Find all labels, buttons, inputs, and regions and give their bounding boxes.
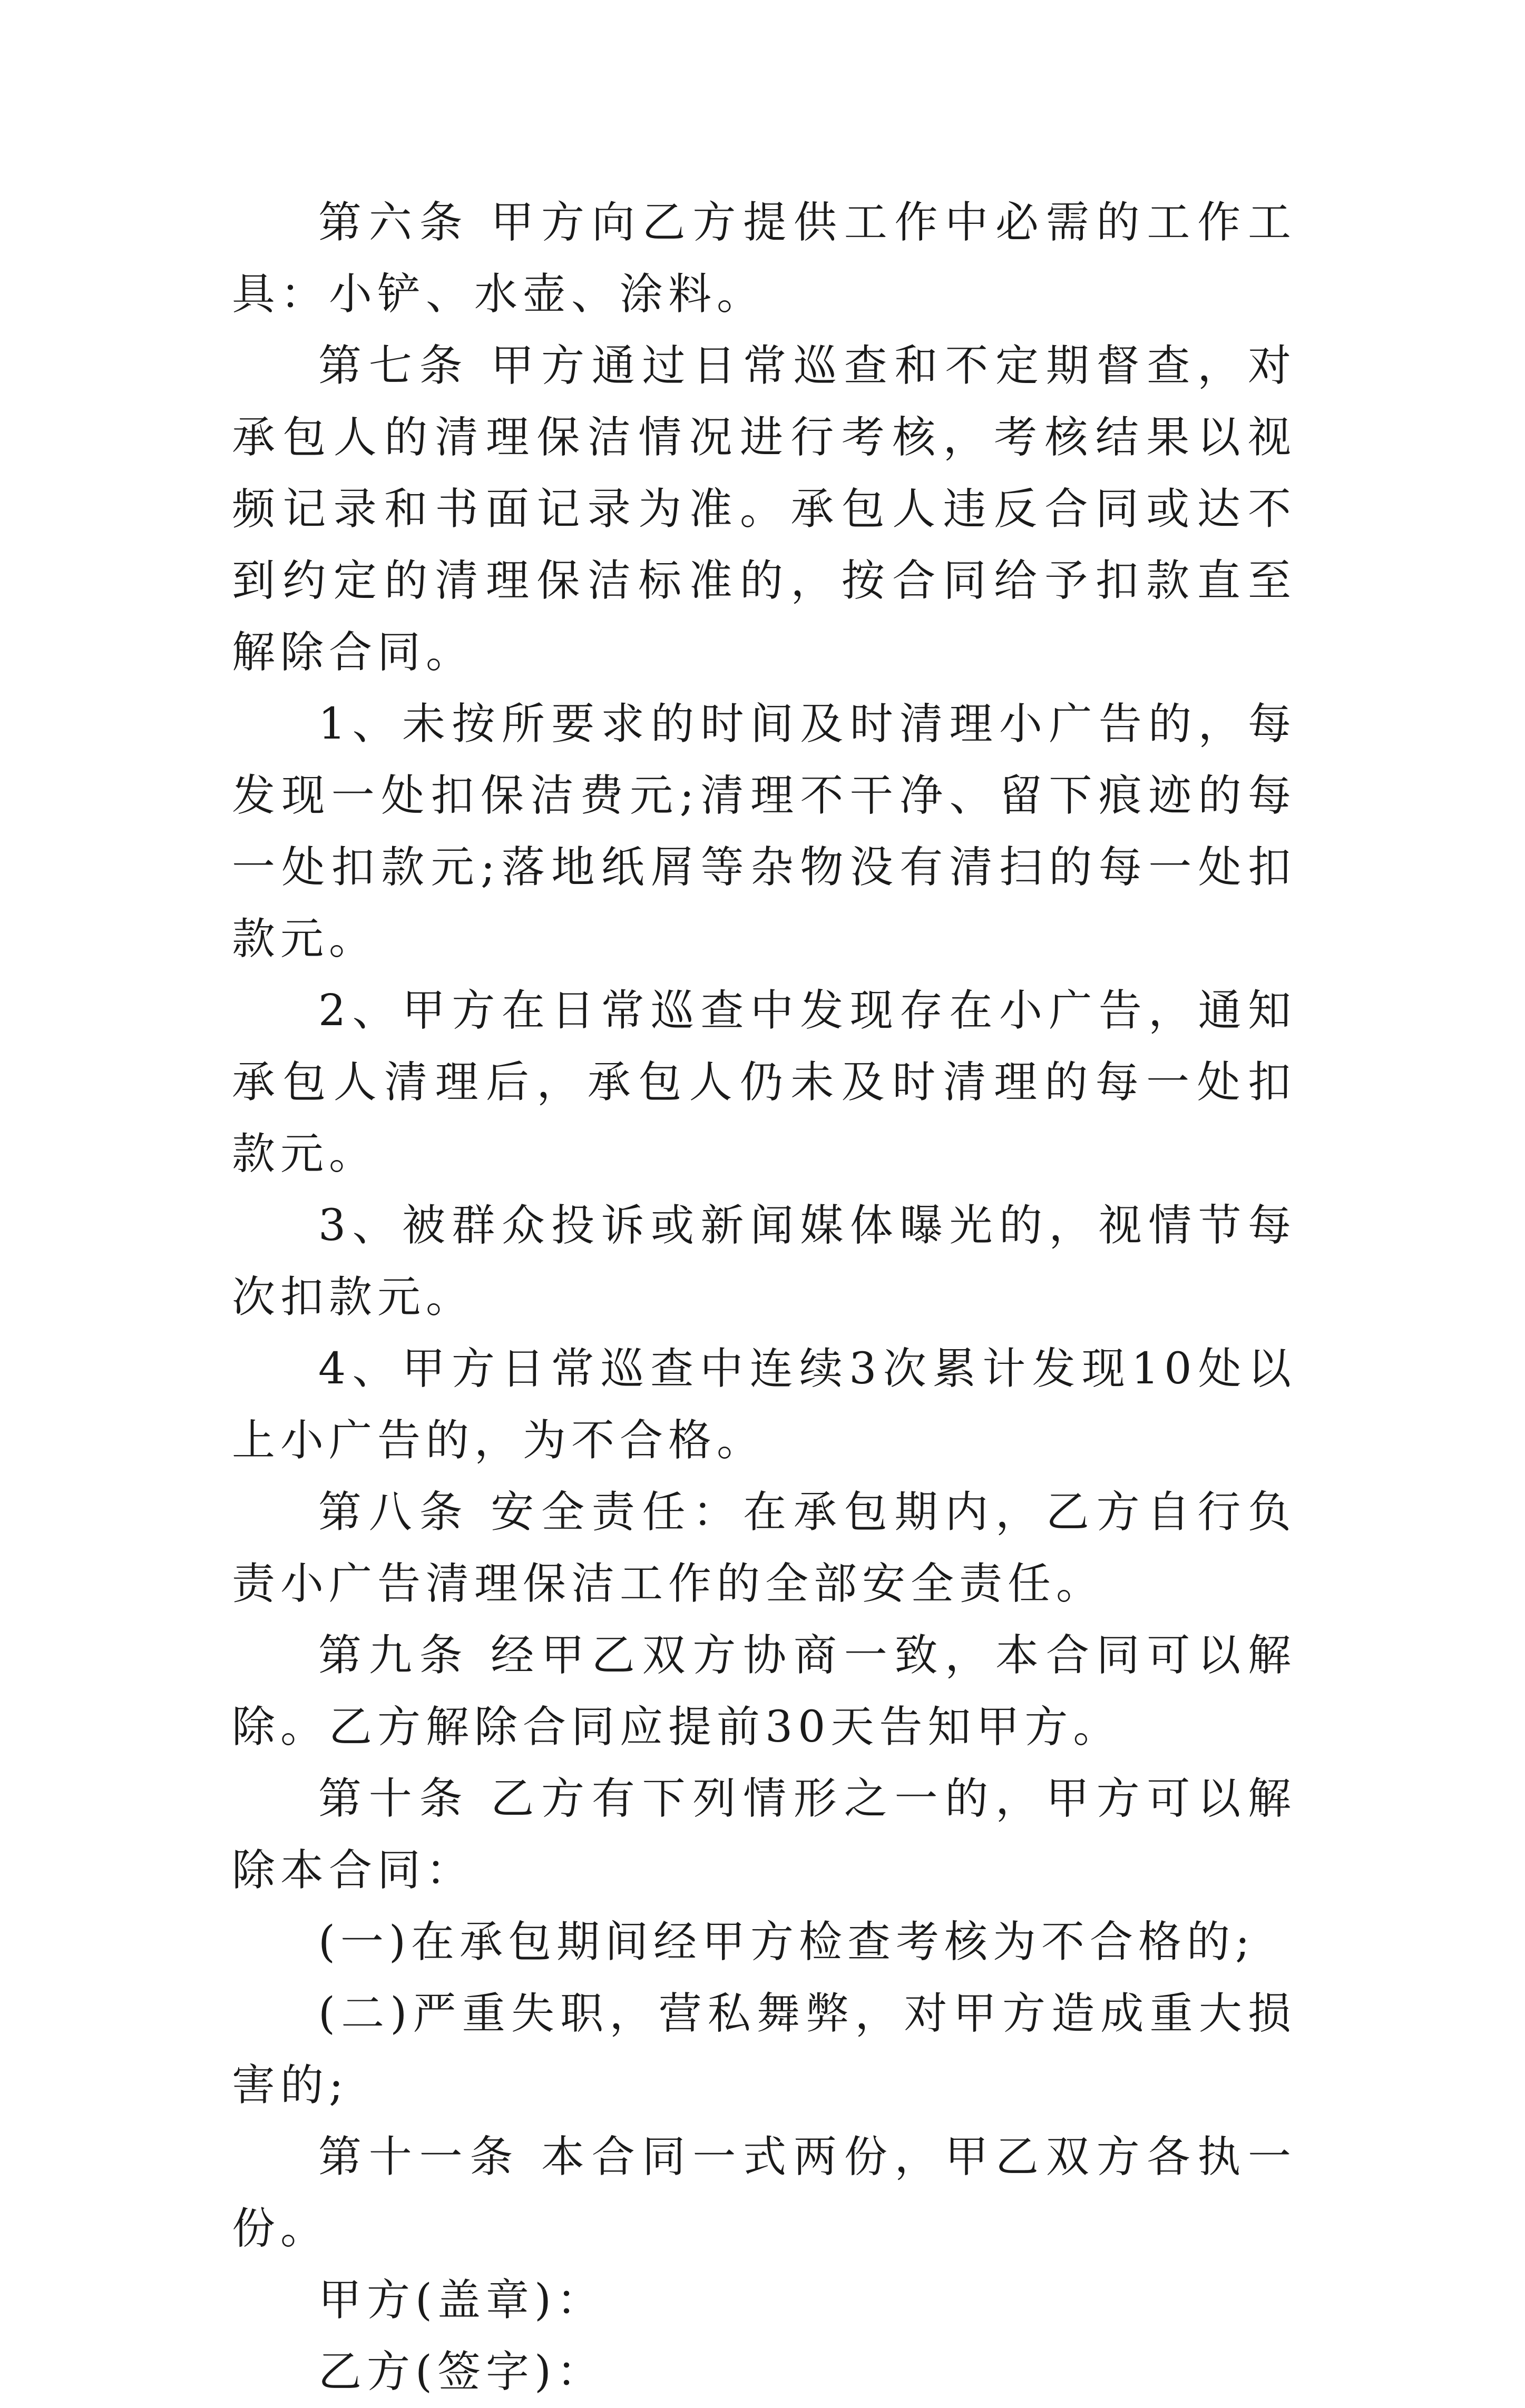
article-10-item-2: (二)严重失职，营私舞弊，对甲方造成重大损害的;: [232, 1989, 1296, 2110]
article-8: 第八条 安全责任：在承包期内，乙方自行负责小广告清理保洁工作的全部安全责任。: [232, 1487, 1296, 1609]
party-b-signature-line: 乙方(签字)：: [318, 2347, 605, 2397]
article-9: 第九条 经甲乙双方协商一致，本合同可以解除。乙方解除合同应提前30天告知甲方。: [232, 1630, 1296, 1752]
party-a-signature-line: 甲方(盖章)：: [318, 2275, 605, 2325]
article-7-item-2: 2、甲方在日常巡查中发现存在小广告，通知承包人清理后，承包人仍未及时清理的每一处扣款元。: [232, 986, 1296, 1179]
article-7-item-1: 1、未按所要求的时间及时清理小广告的，每发现一处扣保洁费元;清理不干净、留下痕迹的每一处扣款元;落地纸屑等杂物没有清扫的每一处扣款元。: [232, 699, 1296, 964]
article-7: 第七条 甲方通过日常巡查和不定期督查，对承包人的清理保洁情况进行考核，考核结果以视频记录和书面记录为准。承包人违反合同或达不到约定的清理保洁标准的，按合同给予扣款直至解除合同。: [232, 341, 1296, 677]
article-6: 第六条 甲方向乙方提供工作中必需的工作工具：小铲、水壶、涂料。: [232, 198, 1296, 319]
article-10: 第十条 乙方有下列情形之一的，甲方可以解除本合同：: [232, 1774, 1296, 1895]
article-11: 第十一条 本合同一式两份，甲乙双方各执一份。: [232, 2132, 1296, 2254]
document-body: [232, 187, 1296, 2408]
article-10-item-1: (一)在承包期间经甲方检查考核为不合格的;: [318, 1917, 1255, 1967]
article-7-item-4: 4、甲方日常巡查中连续3次累计发现10处以上小广告的，为不合格。: [232, 1344, 1296, 1466]
article-7-item-3: 3、被群众投诉或新闻媒体曝光的，视情节每次扣款元。: [232, 1201, 1296, 1322]
